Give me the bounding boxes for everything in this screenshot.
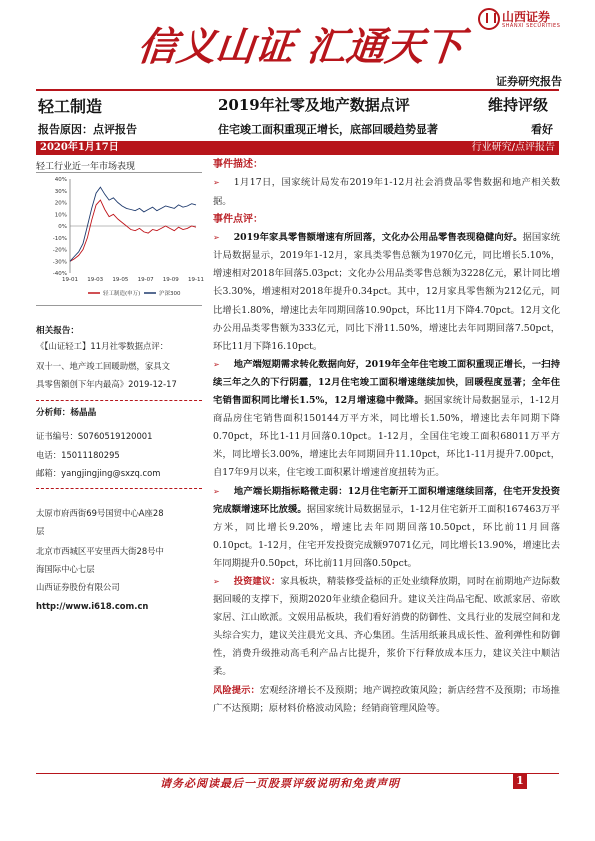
x-tick-label: 19-01 [62, 277, 78, 283]
x-tick-label: 19-05 [112, 277, 129, 283]
report-reason: 报告原因：点评报告 [38, 123, 137, 136]
header-divider [36, 89, 559, 91]
report-title: 2019年社零及地产数据点评 [218, 96, 410, 114]
y-tick-label: 40% [54, 177, 67, 183]
chart-svg [36, 173, 202, 305]
phone-label: 电话： [36, 450, 62, 460]
chart-caption: 轻工行业近一年市场表现 [36, 162, 136, 172]
related-label: 相关报告： [36, 326, 79, 336]
event-text: 1月17日，国家统计局发布2019年1-12月社会消费品零售数据和地产相关数据。 [213, 177, 560, 207]
arrow-icon: ➢ [213, 486, 220, 496]
phone-number: 15011180295 [61, 450, 120, 460]
y-tick-label: -20% [52, 247, 67, 254]
email-label: 邮箱： [36, 468, 62, 478]
related-report-line[interactable]: 具零售额创下年内最高》2019-12-17 [36, 379, 177, 389]
y-tick-label: 30% [54, 188, 67, 195]
y-tick-label: 20% [54, 200, 67, 207]
logo-icon [478, 8, 500, 30]
report-subtitle: 住宅竣工面积重现正增长，底部回暖趋势显著 [218, 123, 438, 136]
analyst [36, 406, 202, 419]
company-logo [478, 8, 588, 36]
cert-number: S0760519120001 [77, 431, 153, 441]
report-category: 行业研究/点评报告 [471, 142, 555, 153]
analyst-label: 分析师： [36, 408, 71, 418]
report-date: 2020年1月17日 [40, 142, 119, 153]
y-tick-label: -30% [52, 259, 67, 266]
cert-label: 证书编号： [36, 431, 78, 441]
legend-label: 轻工制造(申万) [103, 291, 141, 297]
p2-heading: 地产端短期需求转化数据向好，2019年全年住宅竣工面积重现正增长，一扫持续三年之久的下行阴霾，12月住宅竣工面积增速继续加快，回暖程度显著；全年住宅销售面积同比增长1.5%，12月增速稳中微降。 [213, 358, 560, 407]
divider [36, 488, 202, 489]
phone [36, 449, 202, 461]
arrow-icon: ➢ [213, 178, 220, 188]
p1-text: 据国家统计局数据显示，2019年1-12月，家具类零售总额为1970亿元，同比增长5.10%，增速相对2018年回落5.03pct；文化办公用品类零售总额为3228亿元，累计同比增长3.30%，增速相对2018年提升0.34pct。其中，12月家具零售额为212亿元，同比增长1.80%，增速比去年同期回落10.90pct，环比11月下降4.70pct。12月文化办公用品类零售额为333亿元，同比下滑11.50%，增速比去年同期回落7.50pct，环比11月下降16.10pct。 [213, 232, 560, 352]
y-tick-label: 10% [54, 212, 67, 219]
invest-label: 投资建议： [233, 575, 281, 587]
email [36, 467, 202, 479]
series-line [70, 187, 196, 261]
industry-title: 轻工制造 [38, 97, 103, 116]
analyst-name: 杨晶晶 [70, 408, 97, 418]
invest-text: 家具板块，精装修受益标的正处业绩释放期，同时在前期地产边际数据回暖的支撑下，预期2020年业绩企稳回升。建议关注尚品宅配、欧派家居、帝欧家居、江山欧派。文娱用品板块，我们看好消费的防御性、文具行业的发展空间和龙头综合实力，建议关注晨光文具、齐心集团。生活用纸兼具成长性、盈利弹性和防御性，消费升级推动高毛利产品占比提升，浆价下行释放成本压力，建议关注中顺洁柔。 [213, 575, 560, 678]
x-tick-label: 19-03 [87, 277, 104, 283]
y-tick-label: -10% [52, 235, 67, 242]
x-tick-label: 19-07 [137, 277, 154, 283]
address-line: 太原市府西街69号国贸中心A座28 [36, 508, 164, 518]
company-url[interactable]: http://www.i618.com.cn [36, 601, 149, 611]
series-line [70, 200, 196, 261]
footer-divider [36, 773, 559, 774]
event-label: 事件描述： [213, 159, 263, 170]
company-name: 山西证券股份有限公司 [36, 582, 120, 592]
arrow-icon: ➢ [213, 576, 220, 586]
address-line: 层 [36, 526, 45, 536]
report-type: 证券研究报告 [496, 75, 562, 88]
review-label: 事件点评： [213, 214, 263, 226]
main-body [213, 156, 560, 718]
p2-text: 据国家统计局数据显示，1-12月商品房住宅销售面积150144万平方米，同比增长1.50%，增速比去年同期下降0.70pct，环比1-11月回落0.10pct。1-12月，全国住宅竣工面积68011万平方米，同比增长3.00%，增速比去年同期回升11.10pct，环比1-11月提升7.00pct，自17年9月以来，住宅竣工面积累计增速首度扭转为正。 [213, 395, 560, 479]
cert [36, 430, 202, 442]
view-rating: 看好 [531, 123, 553, 136]
related-report-line[interactable]: 《【山证轻工】11月社零数据点评： [36, 341, 169, 351]
y-tick-label: 0% [58, 224, 67, 230]
disclaimer-notice: 请务必阅读最后一页股票评级说明和免责声明 [160, 777, 400, 790]
logo-text: 山西证券 [502, 10, 551, 24]
legend-label: 沪深300 [159, 291, 181, 297]
arrow-icon: ➢ [213, 359, 220, 369]
slogan: 信义山证 汇通天下 [135, 24, 466, 70]
market-chart [36, 172, 202, 306]
x-tick-label: 19-09 [162, 277, 179, 283]
risk-label: 风险提示： [213, 684, 260, 696]
p1-heading: 2019年家具零售额增速有所回落，文化办公用品零售表现稳健向好。 [233, 232, 523, 244]
p3-heading: 地产端长期指标略微走弱：12月住宅新开工面积增速继续回落，住宅开发投资完成额增速环比放缓。 [213, 485, 560, 515]
divider [36, 400, 202, 401]
risk-text: 宏观经济增长不及预期；地产调控政策风险；新店经营不及预期；市场推广不达预期；原材料价格波动风险；经销商管理风险等。 [213, 684, 560, 714]
logo-subtext: SHANXI SECURITIES [502, 23, 561, 29]
rating: 维持评级 [488, 96, 549, 114]
email-address[interactable]: yangjingjing@sxzq.com [61, 468, 161, 478]
page-number: 1 [513, 773, 527, 789]
address-line: 北京市西城区平安里西大街28号中 [36, 546, 164, 556]
address-line: 海国际中心七层 [36, 564, 95, 574]
y-tick-label: -40% [52, 271, 67, 277]
arrow-icon: ➢ [213, 233, 220, 243]
related-report-line[interactable]: 双十一、地产竣工回暖助燃，家具文 [36, 361, 170, 371]
x-tick-label: 19-11 [188, 277, 204, 283]
p3-text: 据国家统计局数据显示，1-12月住宅新开工面积167463万平方米，同比增长9.20%，增速比去年同期回落10.50pct，环比前11月回落0.10pct。1-12月，住宅开发投资完成额97071亿元，同比增长13.90%，增速比去年同期提升0.50pct，环比前11月回落0.50pct。 [213, 503, 560, 569]
